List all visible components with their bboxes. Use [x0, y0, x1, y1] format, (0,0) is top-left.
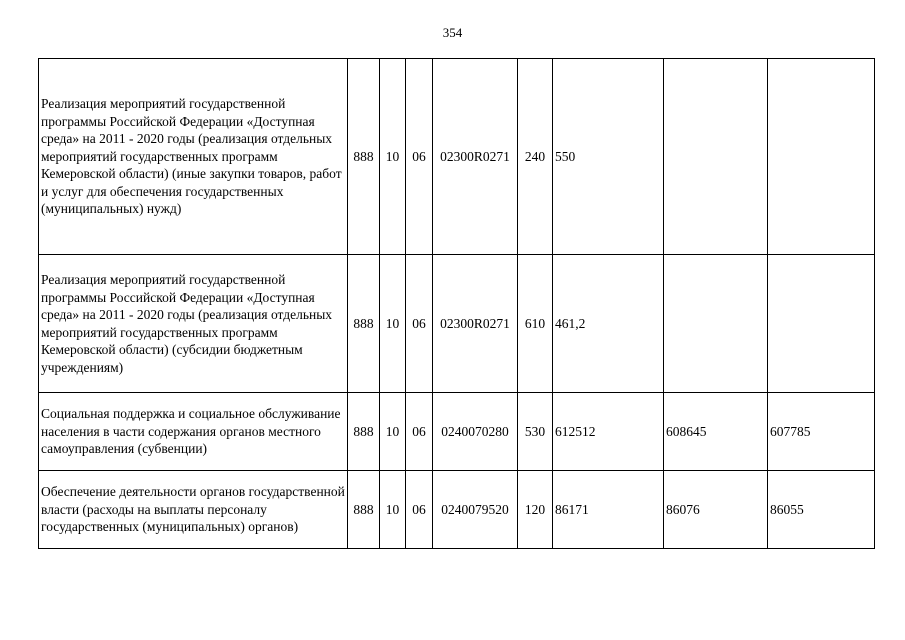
row-description: Реализация мероприятий государственной программы Российской Федерации «Доступная среда» на 2011 - 2020 годы (реализация отдельных мероприятий государственных программ Кемеровской области) (субсидии бюджетным учреждениям) — [39, 255, 348, 393]
ministry-code: 888 — [348, 393, 380, 471]
amount-year-3 — [768, 255, 875, 393]
expense-type-code: 120 — [518, 471, 553, 549]
subsection-code: 06 — [406, 59, 433, 255]
section-code: 10 — [380, 255, 406, 393]
section-code: 10 — [380, 471, 406, 549]
budget-table — [38, 58, 875, 549]
table-row — [39, 59, 875, 255]
target-article-code: 02300R0271 — [433, 59, 518, 255]
amount-year-3: 86055 — [768, 471, 875, 549]
expense-type-code: 530 — [518, 393, 553, 471]
expense-type-code: 610 — [518, 255, 553, 393]
target-article-code: 02300R0271 — [433, 255, 518, 393]
amount-year-1: 86171 — [553, 471, 664, 549]
amount-year-1: 550 — [553, 59, 664, 255]
section-code: 10 — [380, 59, 406, 255]
amount-year-1: 612512 — [553, 393, 664, 471]
subsection-code: 06 — [406, 471, 433, 549]
amount-year-3 — [768, 59, 875, 255]
ministry-code: 888 — [348, 59, 380, 255]
ministry-code: 888 — [348, 471, 380, 549]
row-description: Социальная поддержка и социальное обслуживание населения в части содержания органов местного самоуправления (субвенции) — [39, 393, 348, 471]
amount-year-2 — [664, 59, 768, 255]
row-description: Обеспечение деятельности органов государственной власти (расходы на выплаты персоналу государственных (муниципальных) органов) — [39, 471, 348, 549]
subsection-code: 06 — [406, 255, 433, 393]
expense-type-code: 240 — [518, 59, 553, 255]
amount-year-2: 86076 — [664, 471, 768, 549]
target-article-code: 0240070280 — [433, 393, 518, 471]
table-row — [39, 471, 875, 549]
amount-year-1: 461,2 — [553, 255, 664, 393]
table-row — [39, 255, 875, 393]
subsection-code: 06 — [406, 393, 433, 471]
page-number: 354 — [442, 25, 463, 40]
ministry-code: 888 — [348, 255, 380, 393]
target-article-code: 0240079520 — [433, 471, 518, 549]
amount-year-2: 608645 — [664, 393, 768, 471]
section-code: 10 — [380, 393, 406, 471]
amount-year-2 — [664, 255, 768, 393]
table-row — [39, 393, 875, 471]
row-description: Реализация мероприятий государственной программы Российской Федерации «Доступная среда» на 2011 - 2020 годы (реализация отдельных мероприятий государственных программ Кемеровской области) (иные закупки товаров, работ и услуг для обеспечения государственных (муниципальных) нужд) — [39, 59, 348, 255]
amount-year-3: 607785 — [768, 393, 875, 471]
